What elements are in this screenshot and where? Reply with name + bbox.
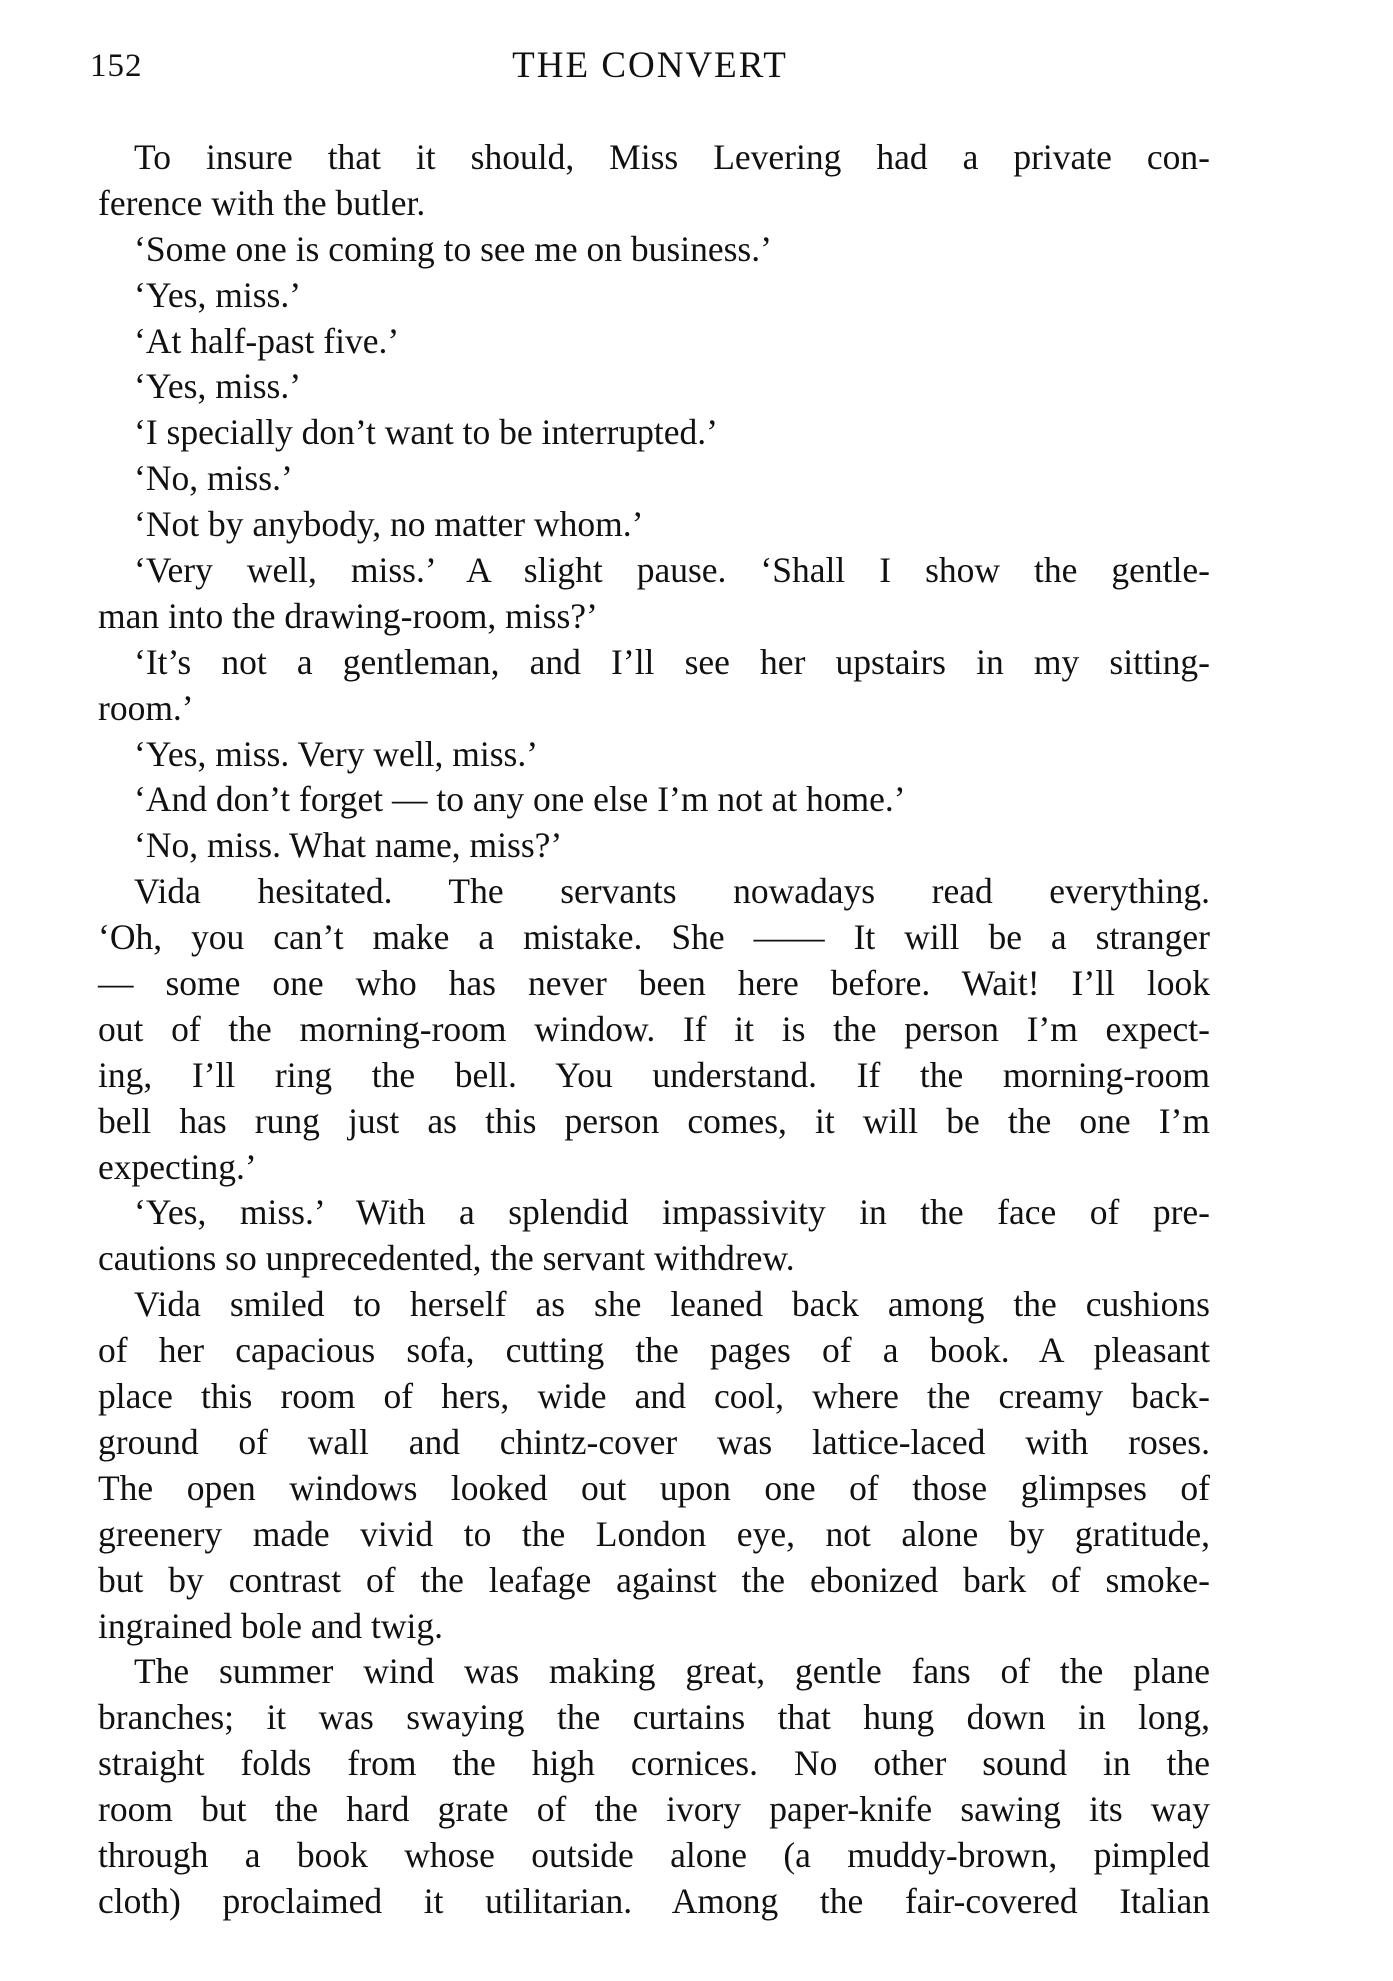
text-line: ingrained bole and twig.: [98, 1605, 444, 1646]
page-number: 152: [90, 48, 143, 84]
text-line: ‘Yes, miss. Very well, miss.’: [134, 733, 539, 774]
text-line: straight folds from the high cornices. No other sound in the: [98, 1743, 1210, 1784]
text-line: through a book whose outside alone (a muddy-brown, pimpled: [98, 1834, 1210, 1875]
text-line: The summer wind was making great, gentle fans of the plane: [134, 1651, 1210, 1692]
running-title: THE CONVERT: [512, 45, 788, 86]
text-line: ‘No, miss.’: [134, 458, 293, 499]
text-line: greenery made vivid to the London eye, not alone by gratitude,: [98, 1513, 1210, 1554]
text-line: ‘Some one is coming to see me on business.’: [134, 228, 772, 269]
text-line: room.’: [98, 687, 194, 728]
text-line: ing, I’ll ring the bell. You understand. If the morning-room: [98, 1054, 1210, 1095]
text-line: ‘I specially don’t want to be interrupted.’: [134, 412, 718, 453]
text-line: expecting.’: [98, 1146, 257, 1187]
text-line: The open windows looked out upon one of those glimpses of: [98, 1467, 1210, 1508]
body-text: [98, 135, 1210, 1925]
text-line: ‘Not by anybody, no matter whom.’: [134, 504, 644, 545]
text-line: Vida hesitated. The servants nowadays read everything.: [134, 871, 1210, 912]
text-line: ground of wall and chintz-cover was lattice-laced with roses.: [98, 1421, 1210, 1462]
text-line: cloth) proclaimed it utilitarian. Among the fair-covered Italian: [98, 1880, 1210, 1921]
text-line: — some one who has never been here before. Wait! I’ll look: [98, 963, 1210, 1004]
text-line: but by contrast of the leafage against the ebonized bark of smoke-: [98, 1559, 1210, 1600]
text-line: ference with the butler.: [98, 182, 426, 223]
text-line: ‘And don’t forget — to any one else I’m not at home.’: [134, 779, 906, 820]
text-line: ‘No, miss. What name, miss?’: [134, 825, 563, 866]
text-line: ‘Yes, miss.’ With a splendid impassivity in the face of pre-: [134, 1192, 1210, 1233]
text-line: man into the drawing-room, miss?’: [98, 595, 598, 636]
text-line: cautions so unprecedented, the servant withdrew.: [98, 1238, 795, 1279]
text-line: To insure that it should, Miss Levering had a private con-: [134, 137, 1210, 177]
text-line: ‘Yes, miss.’: [134, 366, 302, 407]
text-line: ‘Yes, miss.’: [134, 274, 302, 315]
text-line: branches; it was swaying the curtains that hung down in long,: [98, 1697, 1210, 1738]
text-line: ‘It’s not a gentleman, and I’ll see her upstairs in my sitting-: [134, 641, 1210, 682]
text-line: room but the hard grate of the ivory paper-knife sawing its way: [98, 1789, 1210, 1830]
text-line: ‘At half-past five.’: [134, 320, 400, 361]
text-line: of her capacious sofa, cutting the pages of a book. A pleasant: [98, 1330, 1210, 1371]
text-line: bell has rung just as this person comes, it will be the one I’m: [98, 1100, 1210, 1141]
text-line: ‘Very well, miss.’ A slight pause. ‘Shall I show the gentle-: [134, 550, 1210, 591]
text-line: ‘Oh, you can’t make a mistake. She —— It will be a stranger: [98, 917, 1210, 958]
text-line: out of the morning-room window. If it is the person I’m expect-: [98, 1008, 1210, 1049]
text-line: place this room of hers, wide and cool, where the creamy back-: [98, 1376, 1210, 1417]
text-line: Vida smiled to herself as she leaned back among the cushions: [134, 1284, 1210, 1325]
